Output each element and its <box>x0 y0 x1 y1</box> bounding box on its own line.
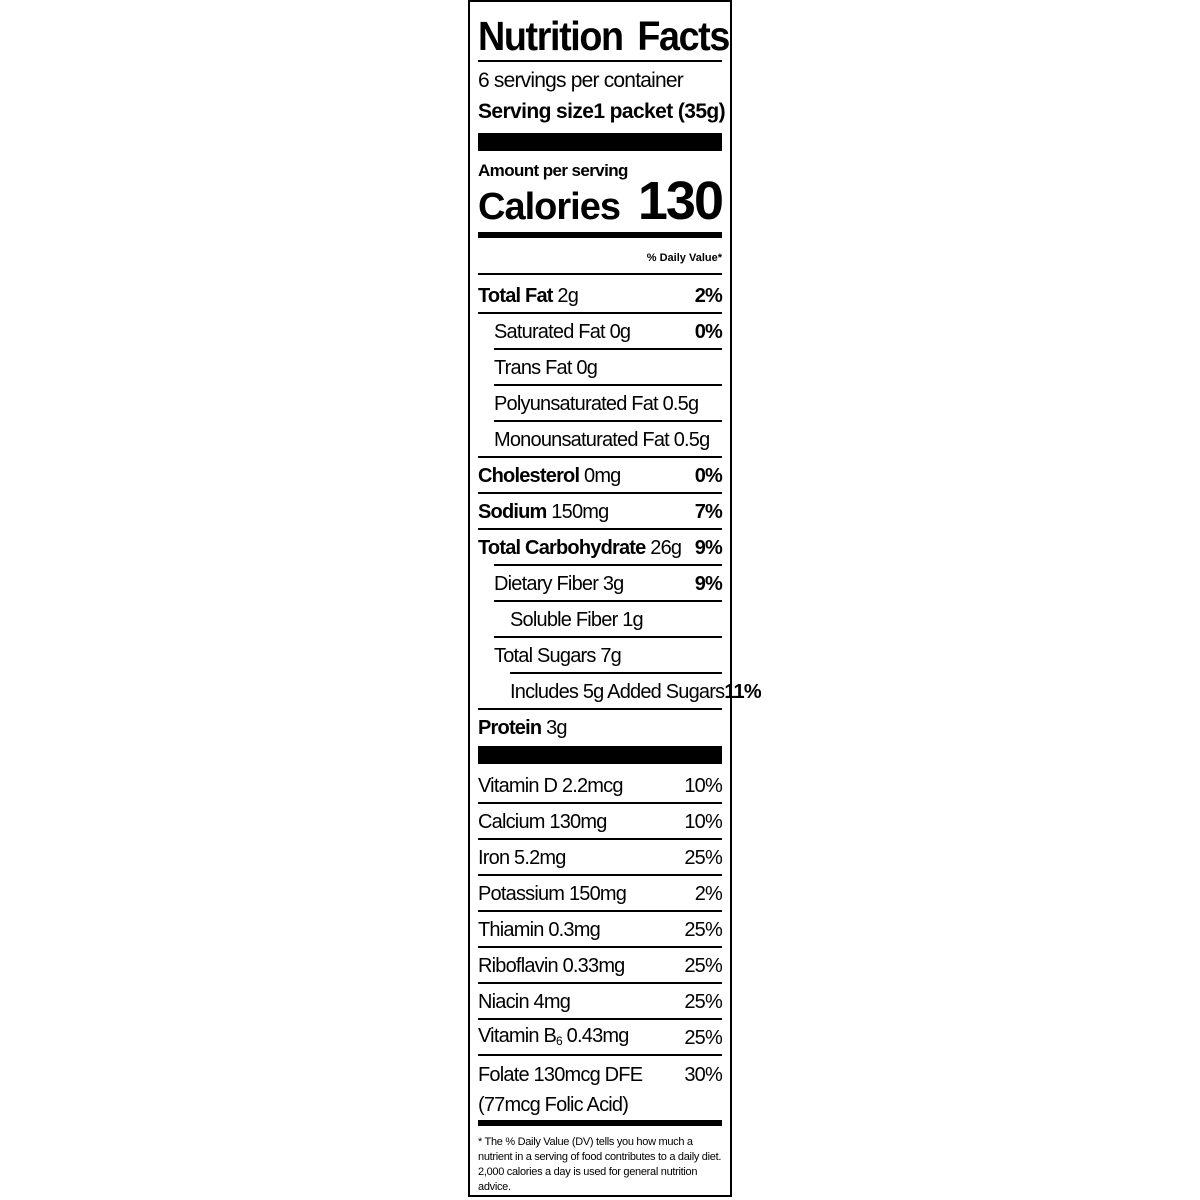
vitamin-name: Vitamin B <box>478 1024 557 1047</box>
nutrient-name: Dietary Fiber <box>494 573 599 595</box>
nutrient-dv: 0% <box>694 465 722 487</box>
nutrient-dv: 2% <box>694 285 722 307</box>
vitamin-dv: 10% <box>684 775 722 797</box>
nutrient-amount: 7g <box>600 645 621 667</box>
nutrient-name: Total Carbohydrate <box>478 537 646 559</box>
vitamin-row-vitamin-d <box>478 768 722 804</box>
nutrient-row-total-carbohydrate <box>478 530 722 566</box>
vitamin-dv: 25% <box>684 919 722 941</box>
nutrient-row-polyunsaturated-fat <box>478 386 722 422</box>
nutrient-dv: 9% <box>694 573 722 595</box>
vitamin-row-riboflavin <box>478 948 722 984</box>
nutrient-name: Monounsaturated Fat <box>494 429 669 451</box>
nutrition-facts-label <box>468 0 761 1197</box>
divider <box>478 60 722 62</box>
nutrient-row-total-fat <box>478 278 722 314</box>
nutrient-name: Soluble Fiber <box>510 609 618 631</box>
servings-per-container: 6 servings per container <box>478 69 683 92</box>
vitamin-name: Niacin <box>478 991 529 1013</box>
vitamin-amount: 0.33mg <box>562 955 625 977</box>
nutrient-row-total-sugars <box>478 638 722 674</box>
vitamin-name: Potassium <box>478 883 565 905</box>
vitamin-amount: 150mg <box>568 883 627 905</box>
medium-divider <box>478 232 722 238</box>
vitamin-dv: 25% <box>684 1027 722 1049</box>
nutrient-amount: 3g <box>602 573 624 595</box>
vitamin-amount: 5.2mg <box>514 847 566 869</box>
nutrient-amount: 26g <box>650 537 682 559</box>
vitamin-name: Calcium <box>478 811 545 833</box>
medium-divider <box>478 1120 722 1126</box>
serving-size-label: Serving size <box>478 100 594 123</box>
nutrient-amount: 2g <box>557 285 579 307</box>
vitamin-row-vitamin-b6 <box>478 1020 722 1056</box>
nutrient-row-trans-fat <box>478 350 722 386</box>
nutrient-name: Protein <box>478 717 542 739</box>
nutrient-dv: 11% <box>724 681 761 703</box>
nutrient-name: Saturated Fat <box>494 321 605 343</box>
nutrient-name: Includes 5g Added Sugars <box>510 681 725 703</box>
nutrient-dv: 7% <box>694 501 722 523</box>
nutrient-dv: 9% <box>694 537 722 559</box>
vitamin-name: Riboflavin <box>478 955 558 977</box>
nutrient-dv: 0% <box>694 321 722 343</box>
vitamin-dv: 10% <box>684 811 722 833</box>
nutrient-amount: 3g <box>546 717 567 739</box>
folate-dv: 30% <box>684 1064 722 1086</box>
calories-value: 130 <box>637 171 722 231</box>
daily-value-header: % Daily Value* <box>646 252 722 264</box>
nutrient-row-soluble-fiber <box>478 602 722 638</box>
nutrient-name: Sodium <box>478 501 547 523</box>
divider <box>478 273 722 275</box>
thick-divider <box>478 746 722 764</box>
nutrient-row-sodium <box>478 494 722 530</box>
folate-line-2: (77mcg Folic Acid) <box>478 1094 629 1116</box>
vitamin-dv: 25% <box>684 847 722 869</box>
nutrient-amount: 0.5g <box>673 429 710 451</box>
vitamin-row-calcium <box>478 804 722 840</box>
vitamin-amount: 0.43mg <box>566 1024 629 1047</box>
serving-size-value: 1 packet (35g) <box>593 100 726 123</box>
vitamin-amount: 130mg <box>549 811 607 833</box>
amount-per-serving: Amount per serving <box>478 161 628 180</box>
row-divider <box>478 1054 722 1056</box>
nutrient-amount: 1g <box>622 609 643 631</box>
vitamin-row-folate <box>478 1060 722 1120</box>
nutrient-row-protein <box>478 710 722 746</box>
vitamin-amount: 0.3mg <box>548 919 600 941</box>
vitamin-name: Thiamin <box>478 919 544 941</box>
serving-size-row <box>478 98 726 126</box>
nutrient-amount: 0.5g <box>662 393 699 415</box>
label-title: Nutrition Facts <box>478 13 729 59</box>
nutrient-row-saturated-fat <box>478 314 722 350</box>
vitamin-row-potassium <box>478 876 722 912</box>
vitamin-amount: 2.2mcg <box>561 775 623 797</box>
vitamin-name: Vitamin D <box>478 775 558 797</box>
nutrient-row-monounsaturated-fat <box>478 422 722 458</box>
daily-value-footnote: * The % Daily Value (DV) tells you how much a nutrient in a serving of food contributes to a daily diet. 2,000 calories a day is used for general nutrition advice. <box>478 1136 722 1193</box>
nutrient-name: Polyunsaturated Fat <box>494 393 658 415</box>
nutrient-row-cholesterol <box>478 458 722 494</box>
nutrient-amount: 0mg <box>584 465 621 487</box>
nutrient-name: Total Sugars <box>494 645 596 667</box>
nutrient-row-added-sugars <box>478 674 761 710</box>
nutrient-name: Trans Fat <box>494 357 572 379</box>
thick-divider <box>478 133 722 151</box>
nutrient-amount: 150mg <box>551 501 609 523</box>
vitamin-dv: 25% <box>684 955 722 977</box>
vitamin-dv: 2% <box>694 883 722 905</box>
vitamin-amount: 4mg <box>533 991 571 1013</box>
calories-row <box>478 172 722 236</box>
nutrient-row-dietary-fiber <box>478 566 722 602</box>
calories-label: Calories <box>478 186 620 228</box>
nutrient-amount: 0g <box>576 357 598 379</box>
vitamin-name: Iron <box>478 847 510 869</box>
nutrient-name: Total Fat <box>478 285 553 307</box>
vitamin-row-thiamin <box>478 912 722 948</box>
vitamin-row-niacin <box>478 984 722 1020</box>
folate-line-1: Folate 130mcg DFE <box>478 1064 643 1086</box>
vitamin-subscript: 6 <box>556 1033 562 1048</box>
nutrient-name: Cholesterol <box>478 465 580 487</box>
vitamin-row-iron <box>478 840 722 876</box>
nutrient-amount: 0g <box>609 321 631 343</box>
vitamin-dv: 25% <box>684 991 722 1013</box>
